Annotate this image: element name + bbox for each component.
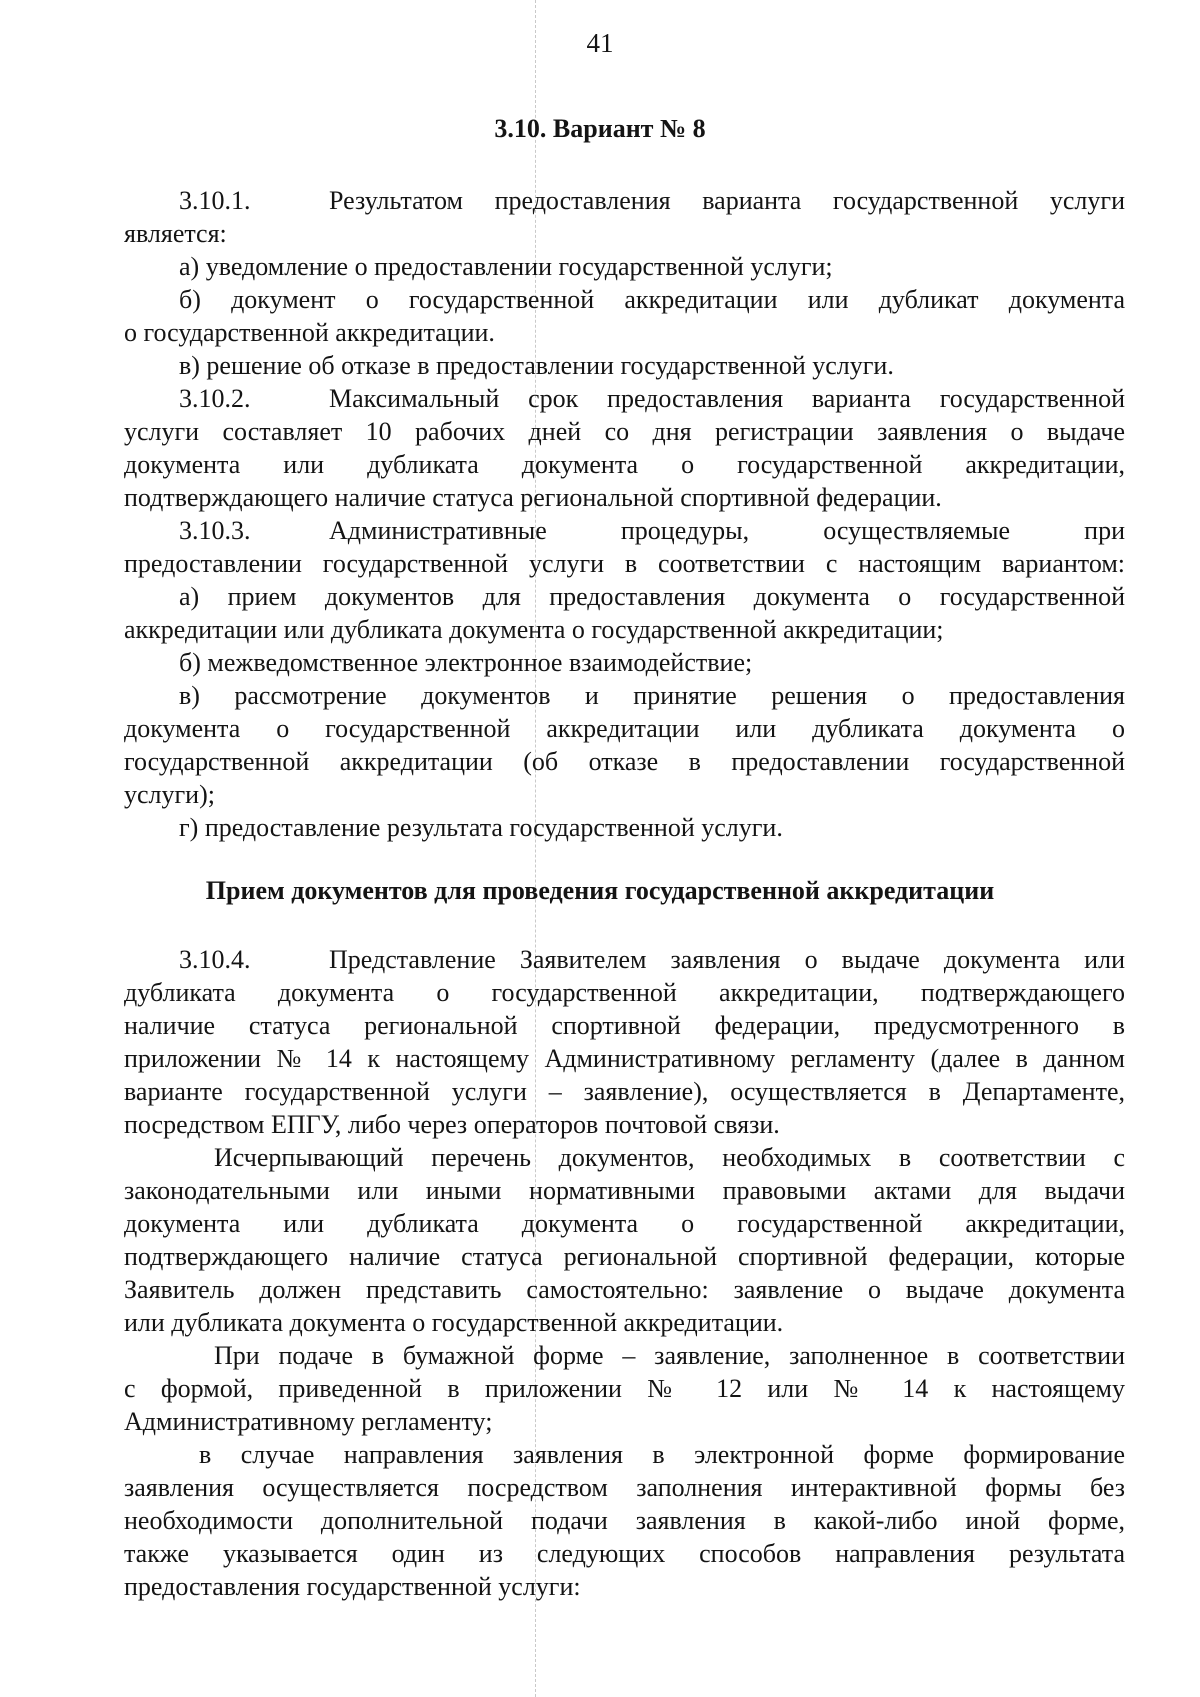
paragraph-paper-line-2: с формой, приведенной в приложении № 12 или № 14 к настоящему — [124, 1374, 1125, 1403]
list-item-b-line-1: б) документ о государственной аккредитации или дубликат документа — [179, 285, 1125, 314]
list-item-v: в) решение об отказе в предоставлении государственной услуги. — [179, 351, 894, 380]
clause-number: 3.10.4. — [179, 945, 251, 974]
paragraph-electronic-line-1: в случае направления заявления в электронной форме формирование — [199, 1440, 1125, 1469]
paragraph-3-10-2-line-2: услуги составляет 10 рабочих дней со дня регистрации заявления о выдаче — [124, 417, 1125, 446]
paragraph-3-10-1-line-2: является: — [124, 219, 227, 248]
paragraph-documents-line-1: Исчерпывающий перечень документов, необходимых в соответствии с — [214, 1143, 1125, 1172]
procedure-v-line-4: услуги); — [124, 780, 215, 809]
paragraph-3-10-2-line-1: 3.10.2. Максимальный срок предоставления варианта государственной — [124, 382, 1125, 416]
paragraph-3-10-2-line-4: подтверждающего наличие статуса региональной спортивной федерации. — [124, 483, 942, 512]
section-heading: Прием документов для проведения государственной аккредитации — [205, 876, 995, 905]
paragraph-electronic-line-4: также указывается один из следующих способов направления результата — [124, 1539, 1125, 1568]
paragraph-3-10-4-line-4: приложении № 14 к настоящему Административному регламенту (далее в данном — [124, 1044, 1125, 1073]
paragraph-3-10-4-line-1: 3.10.4. Представление Заявителем заявления о выдаче документа или — [124, 943, 1125, 977]
paragraph-3-10-1-line-1: 3.10.1. Результатом предоставления варианта государственной услуги — [124, 184, 1125, 218]
paragraph-electronic-line-5: предоставления государственной услуги: — [124, 1572, 581, 1601]
paragraph-documents-line-6: или дубликата документа о государственной аккредитации. — [124, 1308, 784, 1337]
paragraph-documents-line-2: законодательными или иными нормативными правовыми актами для выдачи — [124, 1176, 1125, 1205]
procedure-a-line-1: а) прием документов для предоставления документа о государственной — [179, 582, 1125, 611]
paragraph-electronic-line-3: необходимости дополнительной подачи заявления в какой-либо иной форме, — [124, 1506, 1125, 1535]
paragraph-documents-line-3: документа или дубликата документа о государственной аккредитации, — [124, 1209, 1125, 1238]
list-item-a: а) уведомление о предоставлении государственной услуги; — [179, 252, 833, 281]
procedure-v-line-1: в) рассмотрение документов и принятие решения о предоставления — [179, 681, 1125, 710]
procedure-g: г) предоставление результата государственной услуги. — [179, 813, 783, 842]
paragraph-paper-line-3: Административному регламенту; — [124, 1407, 493, 1436]
paragraph-electronic-line-2: заявления осуществляется посредством заполнения интерактивной формы без — [124, 1473, 1125, 1502]
variant-heading: 3.10. Вариант № 8 — [494, 114, 706, 143]
clause-number: 3.10.1. — [179, 186, 251, 215]
paragraph-3-10-3-line-2: предоставлении государственной услуги в соответствии с настоящим вариантом: — [124, 549, 1125, 578]
paragraph-3-10-4-line-6: посредством ЕПГУ, либо через операторов почтовой связи. — [124, 1110, 780, 1139]
procedure-v-line-3: государственной аккредитации (об отказе в предоставлении государственной — [124, 747, 1125, 776]
paragraph-3-10-4-line-3: наличие статуса региональной спортивной федерации, предусмотренного в — [124, 1011, 1125, 1040]
page-number: 41 — [586, 28, 614, 58]
procedure-v-line-2: документа о государственной аккредитации или дубликата документа о — [124, 714, 1125, 743]
paragraph-3-10-4-line-5: варианте государственной услуги – заявление), осуществляется в Департаменте, — [124, 1077, 1125, 1106]
clause-number: 3.10.3. — [179, 516, 251, 545]
paragraph-documents-line-4: подтверждающего наличие статуса региональной спортивной федерации, которые — [124, 1242, 1125, 1271]
list-item-b-line-2: о государственной аккредитации. — [124, 318, 495, 347]
paragraph-paper-line-1: При подаче в бумажной форме – заявление, заполненное в соответствии — [214, 1341, 1125, 1370]
paragraph-3-10-3-line-1: 3.10.3. Административные процедуры, осуществляемые при — [124, 514, 1125, 548]
paragraph-3-10-2-line-3: документа или дубликата документа о государственной аккредитации, — [124, 450, 1125, 479]
clause-number: 3.10.2. — [179, 384, 251, 413]
paragraph-documents-line-5: Заявитель должен представить самостоятельно: заявление о выдаче документа — [124, 1275, 1125, 1304]
paragraph-3-10-4-line-2: дубликата документа о государственной аккредитации, подтверждающего — [124, 978, 1125, 1007]
procedure-b: б) межведомственное электронное взаимодействие; — [179, 648, 753, 677]
procedure-a-line-2: аккредитации или дубликата документа о государственной аккредитации; — [124, 615, 944, 644]
